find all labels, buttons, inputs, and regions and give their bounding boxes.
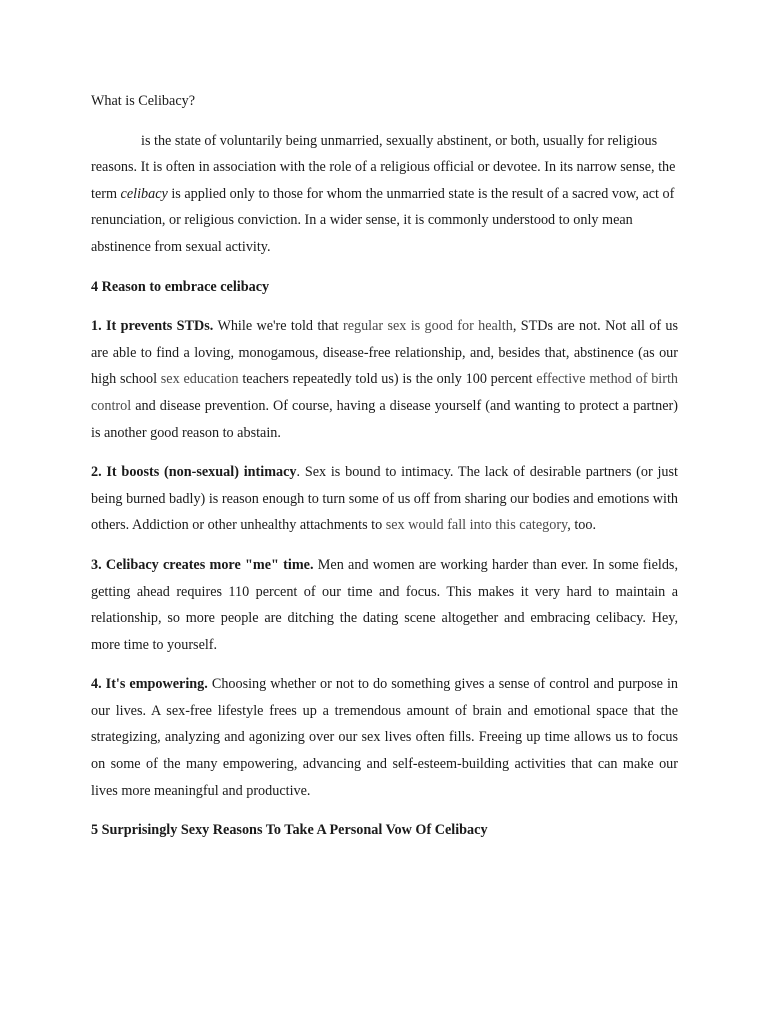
reason-text: , too. bbox=[567, 517, 597, 534]
reason-text: While we're told that bbox=[213, 318, 343, 335]
intro-text-2: is applied only to those for whom the unmarried state is the result of a sacred vow, act of renunciation, or religious conviction. In a wider sense, it is commonly understood to only mean abstinence from sexual activity. bbox=[91, 185, 675, 255]
reason-text: and disease prevention. Of course, having a disease yourself (and wanting to protect a partner) is another good reason to abstain. bbox=[91, 397, 678, 441]
document-page bbox=[91, 88, 678, 857]
reason-title-2: 2. It boosts (non-sexual) intimacy bbox=[91, 464, 297, 481]
reason-text: teachers repeatedly told us) is the only 100 percent bbox=[238, 371, 537, 388]
section-heading-sexy-reasons: 5 Surprisingly Sexy Reasons To Take A Personal Vow Of Celibacy bbox=[91, 822, 488, 839]
section-heading-reasons: 4 Reason to embrace celibacy bbox=[91, 278, 270, 295]
reason-paragraph-3 bbox=[91, 552, 678, 658]
intro-paragraph bbox=[91, 128, 678, 261]
reason-paragraph-2 bbox=[91, 459, 678, 539]
reason-text: , STDs are not. Not all of us are able to find a loving, monogamous, disease-free relationship, and, besides that, abstinence (as our high school bbox=[91, 318, 679, 388]
reason-title-1: 1. It prevents STDs. bbox=[91, 318, 214, 335]
intro-term: celibacy bbox=[120, 185, 168, 202]
reason-title-4: 4. It's empowering. bbox=[91, 676, 208, 693]
reason-text: Men and women are working harder than ever. In some fields, getting ahead requires 110 percent of our time and focus. This makes it very hard to maintain a relationship, so more people are ditching the dating scene altogether and embracing celibacy. Hey, more time to yourself. bbox=[91, 556, 678, 653]
intro-text-1: is the state of voluntarily being unmarried, sexually abstinent, or both, usually for religious reasons. It is often in association with the role of a religious official or devotee. In its narrow sense, the term bbox=[91, 132, 676, 202]
reason-text: . Sex is bound to intimacy. The lack of desirable partners (or just being burned badly) is reason enough to turn some of us off from sharing our bodies and emotions with others. Addiction or other unhealthy attachments to bbox=[91, 464, 678, 534]
sex-education-link[interactable]: sex education bbox=[160, 371, 239, 388]
reason-paragraph-4 bbox=[91, 671, 678, 804]
health-link[interactable]: regular sex is good for health bbox=[342, 318, 513, 335]
reason-text: Choosing whether or not to do something gives a sense of control and purpose in our lives. A sex-free lifestyle frees up a tremendous amount of brain and emotional space that the strategizing, analyzing and agonizing over our sex lives often fills. Freeing up time allows us to focus on some of the many empowering, advancing and self-esteem-building activities that can make our lives more meaningful and productive. bbox=[91, 676, 679, 799]
sex-category-link[interactable]: sex would fall into this category bbox=[385, 517, 568, 534]
page-title: What is Celibacy? bbox=[91, 93, 196, 109]
reason-title-3: 3. Celibacy creates more "me" time. bbox=[91, 556, 314, 573]
birth-control-link[interactable]: effective method of birth control bbox=[91, 371, 679, 414]
reason-paragraph-1 bbox=[91, 313, 678, 446]
